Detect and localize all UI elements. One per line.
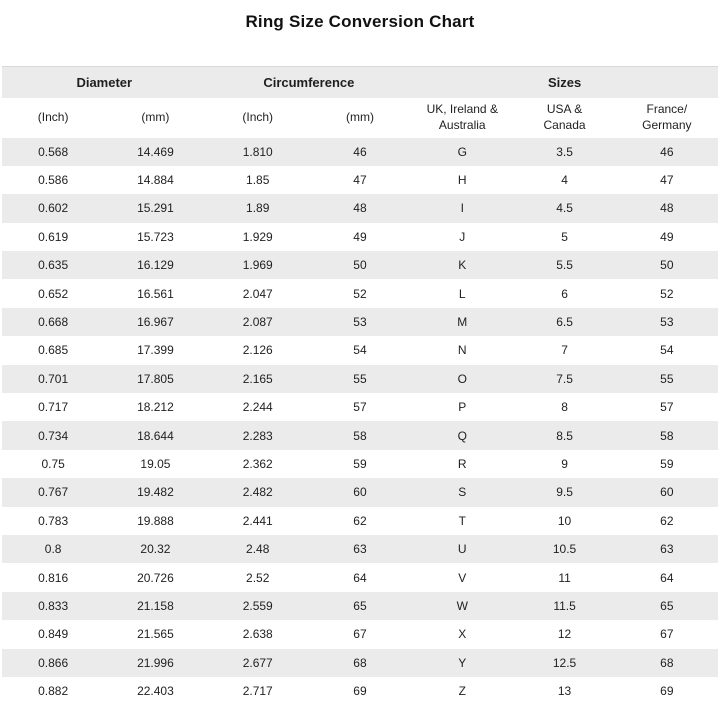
column-header-uk-ireland-australia: UK, Ireland & Australia [411, 98, 513, 138]
table-cell: 0.767 [38, 485, 69, 500]
table-cell: 48 [353, 201, 367, 216]
table-cell: 15.291 [137, 201, 174, 216]
table-cell: 11.5 [553, 598, 576, 613]
table-row [2, 563, 718, 591]
table-cell: 0.866 [38, 655, 69, 670]
table-cell: 6 [561, 286, 568, 301]
table-cell: 2.441 [242, 513, 273, 528]
table-cell: 64 [353, 570, 367, 585]
table-cell: 22.403 [137, 684, 174, 699]
table-row [2, 507, 718, 535]
table-row [2, 620, 718, 648]
table-row [2, 138, 718, 166]
table-cell: 1.810 [242, 144, 273, 159]
table-cell: 0.882 [38, 684, 69, 699]
table-cell: 2.52 [246, 570, 270, 585]
table-cell: 4 [561, 173, 568, 188]
table-row [2, 421, 718, 449]
table-cell: 3.5 [556, 144, 573, 159]
table-row [2, 251, 718, 279]
table-row [2, 535, 718, 563]
table-row [2, 592, 718, 620]
table-cell: 49 [353, 229, 367, 244]
table-cell: 2.244 [242, 400, 273, 415]
table-cell: 62 [353, 513, 367, 528]
table-cell: 50 [353, 258, 367, 273]
group-header-row [2, 67, 718, 98]
table-cell: 0.586 [38, 173, 69, 188]
ring-size-conversion-table [2, 66, 718, 705]
table-cell: 0.652 [38, 286, 69, 301]
table-cell: 20.32 [140, 542, 171, 557]
table-cell: 10.5 [552, 542, 577, 557]
table-cell: 69 [353, 684, 367, 699]
table-cell: 57 [353, 400, 367, 415]
table-cell: 13 [557, 684, 572, 699]
table-cell: 60 [353, 485, 367, 500]
table-cell: 2.087 [242, 315, 273, 330]
table-cell: 0.619 [38, 229, 69, 244]
table-cell: 10 [557, 513, 572, 528]
table-row [2, 478, 718, 506]
table-cell: 0.75 [41, 456, 65, 471]
table-cell: 19.482 [137, 485, 174, 500]
table-row [2, 450, 718, 478]
table-cell: 59 [660, 456, 674, 471]
table-cell: 21.996 [137, 655, 174, 670]
table-cell: 11 [558, 570, 571, 585]
table-cell: 0.668 [38, 315, 69, 330]
column-header-circumference-mm: (mm) [309, 98, 411, 138]
table-cell: G [457, 144, 467, 159]
table-cell: 57 [660, 400, 674, 415]
table-cell: 0.685 [38, 343, 69, 358]
table-cell: 12.5 [552, 655, 577, 670]
table-cell: 0.635 [38, 258, 69, 273]
table-cell: 1.85 [246, 173, 270, 188]
table-cell: 0.8 [44, 542, 62, 557]
table-cell: I [460, 201, 464, 216]
table-cell: 67 [353, 627, 367, 642]
table-cell: 14.469 [137, 144, 174, 159]
table-cell: W [456, 598, 468, 613]
table-cell: K [458, 258, 467, 273]
table-cell: 49 [660, 229, 674, 244]
table-cell: 46 [660, 144, 674, 159]
table-row [2, 336, 718, 364]
table-cell: 7 [561, 343, 568, 358]
table-row [2, 308, 718, 336]
column-header-diameter-inch: (Inch) [2, 98, 104, 138]
table-cell: 64 [660, 570, 674, 585]
table-cell: 50 [660, 258, 674, 273]
column-header-diameter-mm: (mm) [104, 98, 206, 138]
table-row [2, 393, 718, 421]
table-cell: Y [458, 655, 467, 670]
table-cell: 65 [353, 598, 367, 613]
table-body [2, 138, 718, 706]
table-cell: 12 [557, 627, 572, 642]
table-cell: 65 [660, 598, 674, 613]
table-cell: 19.05 [140, 456, 171, 471]
table-cell: 67 [660, 627, 674, 642]
table-cell: 62 [660, 513, 674, 528]
table-cell: 47 [353, 173, 367, 188]
table-cell: X [458, 627, 467, 642]
table-cell: Z [458, 684, 466, 699]
table-cell: O [457, 371, 467, 386]
table-row [2, 365, 718, 393]
column-header-row [2, 98, 718, 138]
table-cell: 2.638 [242, 627, 273, 642]
table-cell: 16.561 [137, 286, 174, 301]
table-cell: 5.5 [556, 258, 573, 273]
table-cell: L [458, 286, 466, 301]
table-cell: 0.734 [38, 428, 69, 443]
table-cell: M [457, 315, 468, 330]
table-cell: 14.884 [137, 173, 174, 188]
table-cell: 52 [353, 286, 367, 301]
table-cell: 69 [660, 684, 674, 699]
table-cell: 2.362 [242, 456, 273, 471]
table-cell: J [459, 229, 466, 244]
table-cell: 9 [561, 456, 568, 471]
table-cell: 2.165 [242, 371, 273, 386]
table-cell: 63 [660, 542, 674, 557]
table-cell: 20.726 [137, 570, 174, 585]
table-row [2, 279, 718, 307]
table-cell: 16.967 [137, 315, 174, 330]
table-cell: 0.602 [38, 201, 69, 216]
table-cell: 53 [353, 315, 367, 330]
table-cell: 2.047 [242, 286, 273, 301]
table-row [2, 649, 718, 677]
table-cell: 2.283 [242, 428, 273, 443]
table-cell: R [457, 456, 467, 471]
table-cell: 0.849 [38, 627, 69, 642]
table-cell: V [458, 570, 467, 585]
table-cell: 0.717 [38, 400, 69, 415]
table-cell: 55 [353, 371, 367, 386]
table-row [2, 677, 718, 705]
table-cell: 2.126 [242, 343, 273, 358]
table-cell: 1.89 [246, 201, 270, 216]
column-header-france-germany: France/ Germany [616, 98, 718, 138]
table-cell: 2.717 [242, 684, 273, 699]
table-cell: 54 [353, 343, 367, 358]
table-cell: P [458, 400, 467, 415]
table-cell: 5 [561, 229, 568, 244]
table-cell: U [457, 542, 467, 557]
table-cell: 18.644 [137, 428, 174, 443]
column-header-usa-canada: USA & Canada [513, 98, 615, 138]
table-cell: 2.48 [246, 542, 270, 557]
table-cell: 18.212 [137, 400, 174, 415]
table-cell: 48 [660, 201, 674, 216]
table-cell: 2.677 [242, 655, 273, 670]
table-cell: 1.929 [242, 229, 273, 244]
group-header-circumference: Circumference [207, 67, 412, 98]
table-row [2, 194, 718, 222]
table-cell: 2.559 [242, 598, 273, 613]
table-cell: 21.158 [137, 598, 174, 613]
table-cell: 53 [660, 315, 674, 330]
table-cell: 19.888 [137, 513, 174, 528]
table-cell: 0.701 [38, 371, 69, 386]
group-header-sizes: Sizes [411, 67, 718, 98]
table-cell: 52 [660, 286, 674, 301]
table-cell: 0.816 [38, 570, 69, 585]
table-cell: H [457, 173, 467, 188]
table-row [2, 166, 718, 194]
table-cell: 46 [353, 144, 367, 159]
table-cell: 17.805 [137, 371, 174, 386]
table-cell: 68 [660, 655, 674, 670]
table-cell: 2.482 [242, 485, 273, 500]
table-header [2, 67, 718, 138]
table-row [2, 223, 718, 251]
table-cell: 55 [660, 371, 674, 386]
table-cell: S [458, 485, 467, 500]
table-cell: 58 [353, 428, 367, 443]
table-cell: Q [457, 428, 467, 443]
table-cell: 16.129 [137, 258, 174, 273]
table-cell: 21.565 [137, 627, 174, 642]
column-header-circumference-inch: (Inch) [207, 98, 309, 138]
table-cell: 7.5 [556, 371, 573, 386]
table-cell: T [458, 513, 466, 528]
group-header-diameter: Diameter [2, 67, 207, 98]
table-cell: 15.723 [137, 229, 174, 244]
table-cell: N [457, 343, 467, 358]
table-cell: 58 [660, 428, 674, 443]
table-cell: 8.5 [556, 428, 573, 443]
table-cell: 17.399 [137, 343, 174, 358]
table-cell: 68 [353, 655, 367, 670]
table-cell: 0.783 [38, 513, 69, 528]
table-cell: 54 [660, 343, 674, 358]
table-cell: 4.5 [556, 201, 573, 216]
table-cell: 0.568 [38, 144, 69, 159]
page-title: Ring Size Conversion Chart [245, 12, 475, 31]
table-cell: 6.5 [556, 315, 573, 330]
table-cell: 60 [660, 485, 674, 500]
table-cell: 47 [660, 173, 674, 188]
table-cell: 8 [561, 400, 568, 415]
table-cell: 59 [353, 456, 367, 471]
table-cell: 0.833 [38, 598, 69, 613]
table-cell: 9.5 [556, 485, 573, 500]
table-cell: 1.969 [242, 258, 273, 273]
table-cell: 63 [353, 542, 367, 557]
